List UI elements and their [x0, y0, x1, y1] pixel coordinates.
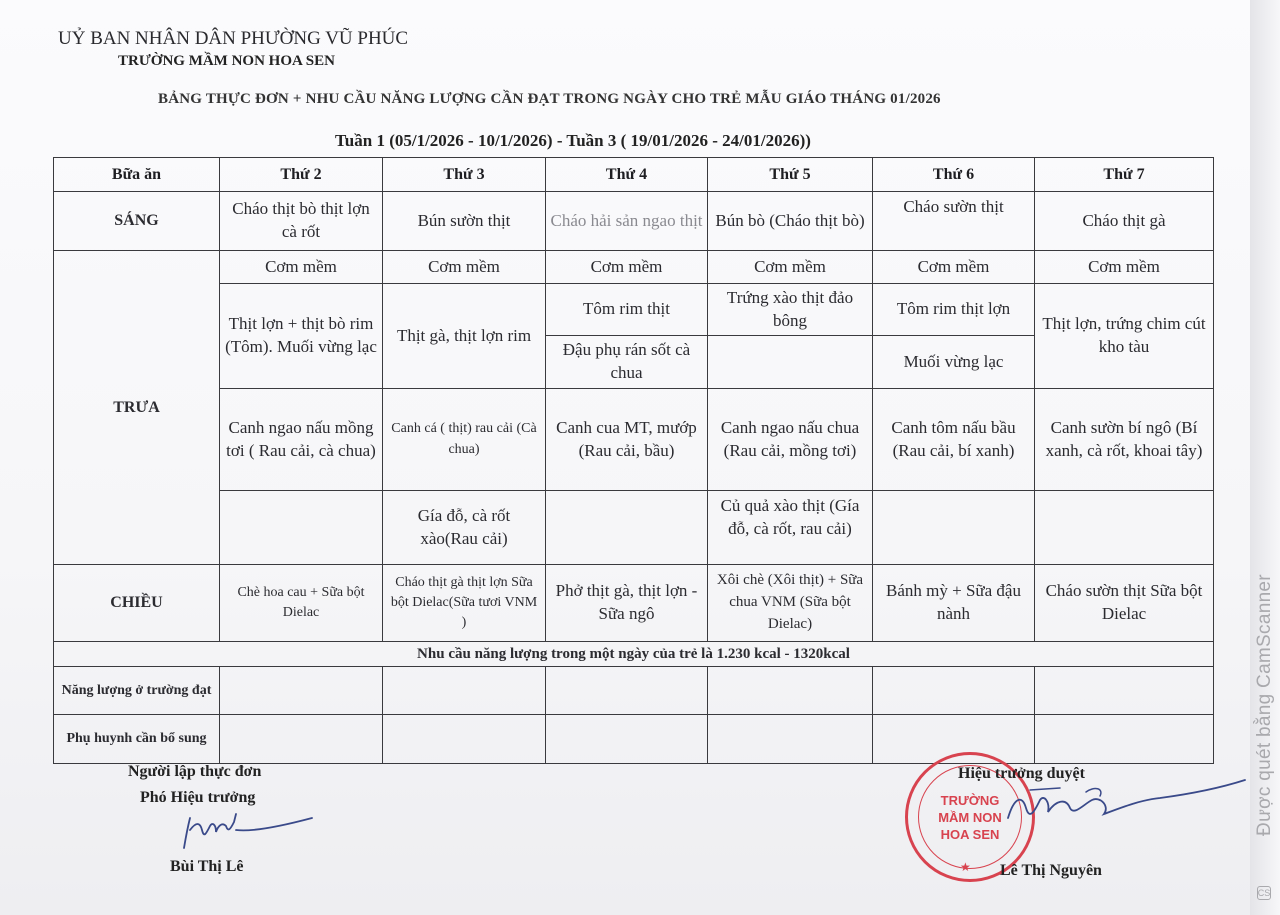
col-header-sat: Thứ 7: [1035, 158, 1214, 192]
col-header-tue: Thứ 3: [383, 158, 546, 192]
lunch-main-thu-b: [708, 336, 873, 389]
energy-cell: [546, 667, 708, 715]
lunch-side-sat: [1035, 491, 1214, 565]
stamp-line-1: TRƯỜNG: [940, 793, 1000, 808]
afternoon-sat: Cháo sườn thịt Sữa bột Dielac: [1035, 565, 1214, 642]
header-row: [54, 158, 1214, 192]
lunch-soup-fri: Canh tôm nấu bầu (Rau cải, bí xanh): [873, 389, 1035, 491]
camscanner-icon: CS: [1257, 888, 1271, 898]
stamp-line-3: HOA SEN: [940, 827, 1000, 842]
energy-note: Nhu cầu năng lượng trong một ngày của trẻ là 1.230 kcal - 1320kcal: [54, 642, 1214, 667]
morning-sat: Cháo thịt gà: [1035, 192, 1214, 251]
meal-label-lunch: TRƯA: [54, 251, 220, 565]
col-header-thu: Thứ 5: [708, 158, 873, 192]
lunch-side-thu: Củ quả xào thịt (Gía đỗ, cà rốt, rau cải): [708, 491, 873, 565]
lunch-rice-sat: Cơm mềm: [1035, 251, 1214, 284]
col-header-meal: Bữa ăn: [54, 158, 220, 192]
menu-table: [53, 157, 1214, 764]
lunch-main-tue: Thịt gà, thịt lợn rim: [383, 284, 546, 389]
parents-cell: [1035, 715, 1214, 764]
lunch-main-sat: Thịt lợn, trứng chim cút kho tàu: [1035, 284, 1214, 389]
lunch-main-wed-a: Tôm rim thịt: [546, 284, 708, 336]
morning-mon: Cháo thịt bò thịt lợn cà rốt: [220, 192, 383, 251]
principal-name: Lê Thị Nguyên: [1000, 862, 1102, 879]
lunch-main-wed-b: Đậu phụ rán sốt cà chua: [546, 336, 708, 389]
lunch-rice-tue: Cơm mềm: [383, 251, 546, 284]
parents-cell: [383, 715, 546, 764]
lunch-main-thu-a: Trứng xào thịt đảo bông: [708, 284, 873, 336]
lunch-side-tue: Gía đỗ, cà rốt xào(Rau cải): [383, 491, 546, 565]
afternoon-tue: Cháo thịt gà thịt lợn Sữa bột Dielac(Sữa tươi VNM ): [383, 565, 546, 642]
morning-fri: Cháo sườn thịt: [873, 192, 1035, 251]
lunch-main-fri-a: Tôm rim thịt lợn: [873, 284, 1035, 336]
lunch-soup-row: [54, 389, 1214, 491]
energy-cell: [873, 667, 1035, 715]
stamp-star-icon: ★: [960, 860, 971, 874]
lunch-main-row-a: [54, 284, 1214, 336]
morning-tue: Bún sườn thịt: [383, 192, 546, 251]
lunch-soup-mon: Canh ngao nấu mồng tơi ( Rau cải, cà chua): [220, 389, 383, 491]
parents-label: Phụ huynh cần bổ sung: [54, 715, 220, 764]
school-name: TRƯỜNG MẦM NON HOA SEN: [118, 53, 335, 69]
parents-cell: [708, 715, 873, 764]
lunch-side-wed: [546, 491, 708, 565]
energy-cell: [220, 667, 383, 715]
parents-cell: [546, 715, 708, 764]
afternoon-row: [54, 565, 1214, 642]
author-name: Bùi Thị Lê: [170, 858, 244, 875]
stamp-line-2: MẦM NON: [938, 810, 1002, 825]
author-role: Người lập thực đơn: [128, 763, 262, 780]
energy-school-row: [54, 667, 1214, 715]
afternoon-fri: Bánh mỳ + Sữa đậu nành: [873, 565, 1035, 642]
lunch-side-row: [54, 491, 1214, 565]
week-range: Tuần 1 (05/1/2026 - 10/1/2026) - Tuần 3 ( 19/01/2026 - 24/01/2026)): [335, 131, 811, 150]
energy-note-row: [54, 642, 1214, 667]
committee-name: UỶ BAN NHÂN DÂN PHƯỜNG VŨ PHÚC: [58, 28, 409, 49]
morning-wed: Cháo hải sản ngao thịt: [546, 192, 708, 251]
lunch-soup-thu: Canh ngao nấu chua (Rau cải, mồng tơi): [708, 389, 873, 491]
lunch-rice-row: [54, 251, 1214, 284]
parents-cell: [220, 715, 383, 764]
lunch-rice-fri: Cơm mềm: [873, 251, 1035, 284]
lunch-main-fri-b: Muối vừng lạc: [873, 336, 1035, 389]
energy-school-label: Năng lượng ở trường đạt: [54, 667, 220, 715]
lunch-soup-wed: Canh cua MT, mướp (Rau cải, bầu): [546, 389, 708, 491]
lunch-soup-sat: Canh sườn bí ngô (Bí xanh, cà rốt, khoai tây): [1035, 389, 1214, 491]
lunch-rice-thu: Cơm mềm: [708, 251, 873, 284]
energy-cell: [708, 667, 873, 715]
meal-label-afternoon: CHIỀU: [54, 565, 220, 642]
principal-signature: [1000, 778, 1250, 838]
col-header-wed: Thứ 4: [546, 158, 708, 192]
afternoon-wed: Phở thịt gà, thịt lợn - Sữa ngô: [546, 565, 708, 642]
lunch-side-fri: [873, 491, 1035, 565]
author-title: Phó Hiệu trưởng: [140, 789, 256, 806]
lunch-rice-wed: Cơm mềm: [546, 251, 708, 284]
energy-cell: [383, 667, 546, 715]
morning-row: [54, 192, 1214, 251]
lunch-soup-tue: Canh cá ( thịt) rau cải (Cà chua): [383, 389, 546, 491]
energy-cell: [1035, 667, 1214, 715]
afternoon-mon: Chè hoa cau + Sữa bột Dielac: [220, 565, 383, 642]
lunch-rice-mon: Cơm mềm: [220, 251, 383, 284]
afternoon-thu: Xôi chè (Xôi thịt) + Sữa chua VNM (Sữa bột Dielac): [708, 565, 873, 642]
document-title: BẢNG THỰC ĐƠN + NHU CẦU NĂNG LƯỢNG CẦN ĐẠT TRONG NGÀY CHO TRẺ MẪU GIÁO THÁNG 01/2026: [158, 91, 941, 107]
camscanner-watermark: Được quét bằng CamScanner: [1254, 574, 1275, 836]
morning-thu: Bún bò (Cháo thịt bò): [708, 192, 873, 251]
col-header-fri: Thứ 6: [873, 158, 1035, 192]
parents-row: [54, 715, 1214, 764]
col-header-mon: Thứ 2: [220, 158, 383, 192]
lunch-main-mon: Thịt lợn + thịt bò rim (Tôm). Muối vừng lạc: [220, 284, 383, 389]
meal-label-morning: SÁNG: [54, 192, 220, 251]
author-signature: [172, 808, 322, 856]
principal-role: Hiệu trưởng duyệt: [958, 765, 1085, 782]
lunch-side-mon: [220, 491, 383, 565]
